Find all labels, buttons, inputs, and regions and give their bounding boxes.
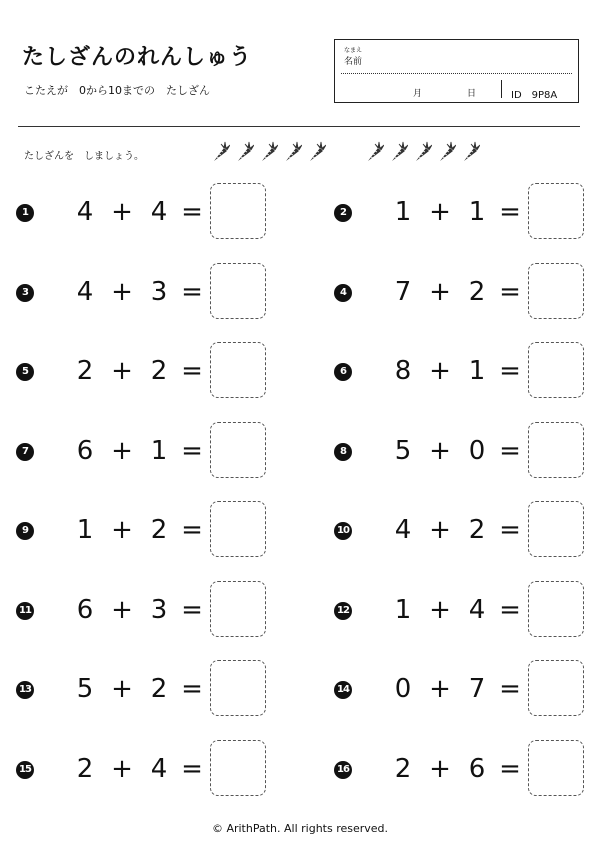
answer-box[interactable] [210,501,266,557]
problem-12 [334,581,600,639]
addend-a: 4 [394,515,412,545]
carrot-icon [438,140,456,162]
addend-a: 2 [76,356,94,386]
addend-a: 1 [76,515,94,545]
equals-sign: = [181,435,203,466]
carrot-icon [390,140,408,162]
equals-sign: = [499,515,521,545]
equals-sign: = [181,515,203,545]
addend-a: 8 [394,356,412,386]
answer-box[interactable] [528,422,584,478]
problem-number-badge: 1 [16,204,34,222]
plus-sign: + [111,356,133,386]
worksheet-subtitle: こたえが 0から10までの たしざん [24,84,210,97]
equals-sign: = [181,276,203,307]
problem-number-badge: 4 [334,284,352,302]
copyright-footer: © ArithPath. All rights reserved. [211,822,389,835]
addend-a: 5 [394,435,412,466]
answer-box[interactable] [528,183,584,239]
answer-box[interactable] [210,581,266,637]
equals-sign: = [499,356,521,386]
addend-a: 6 [76,435,94,466]
carrot-icon [414,140,432,162]
problem-number-badge: 8 [334,443,352,461]
problem-2 [334,183,600,241]
equals-sign: = [181,356,203,386]
equals-sign: = [499,674,521,704]
answer-box[interactable] [210,263,266,319]
plus-sign: + [429,276,451,307]
namebox-divider [501,80,502,98]
carrot-icon [366,140,384,162]
plus-sign: + [111,674,133,704]
answer-box[interactable] [210,660,266,716]
problem-11 [16,581,286,639]
carrot-icon [236,140,254,162]
addend-a: 1 [394,197,412,227]
carrot-icon [212,140,230,162]
problem-10 [334,501,600,559]
addend-a: 7 [394,276,412,307]
name-box [334,39,579,103]
problem-number-badge: 7 [16,443,34,461]
problem-14 [334,660,600,718]
addend-b: 6 [468,753,486,784]
equals-sign: = [181,594,203,625]
answer-box[interactable] [210,342,266,398]
problem-number-badge: 2 [334,204,352,222]
problem-4 [334,263,600,321]
carrot-icon [308,140,326,162]
answer-box[interactable] [210,183,266,239]
problem-number-badge: 3 [16,284,34,302]
addend-a: 2 [394,753,412,784]
addend-b: 4 [468,594,486,625]
addend-a: 5 [76,674,94,704]
equals-sign: = [499,753,521,784]
carrot-row-left [212,140,326,162]
addend-b: 2 [468,515,486,545]
addend-a: 4 [76,197,94,227]
addend-b: 0 [468,435,486,466]
carrot-icon [284,140,302,162]
name-dotted-line [341,73,572,74]
addend-b: 2 [150,674,168,704]
addend-b: 2 [150,515,168,545]
equals-sign: = [499,435,521,466]
plus-sign: + [429,753,451,784]
problem-number-badge: 14 [334,681,352,699]
problem-13 [16,660,286,718]
plus-sign: + [429,356,451,386]
carrot-icon [260,140,278,162]
problem-number-badge: 13 [16,681,34,699]
carrot-row-right [366,140,480,162]
equals-sign: = [181,674,203,704]
problem-8 [334,422,600,480]
problem-number-badge: 9 [16,522,34,540]
equals-sign: = [499,197,521,227]
equals-sign: = [181,197,203,227]
equals-sign: = [499,594,521,625]
addend-a: 2 [76,753,94,784]
problem-9 [16,501,286,559]
addend-a: 4 [76,276,94,307]
plus-sign: + [111,435,133,466]
carrot-icon [462,140,480,162]
month-label: 月 [413,89,423,99]
name-label: 名前 [344,57,363,67]
problem-7 [16,422,286,480]
plus-sign: + [429,594,451,625]
answer-box[interactable] [528,740,584,796]
day-label: 日 [467,89,477,99]
problem-3 [16,263,286,321]
addend-a: 1 [394,594,412,625]
plus-sign: + [111,197,133,227]
addend-b: 2 [150,356,168,386]
answer-box[interactable] [528,660,584,716]
problem-number-badge: 15 [16,761,34,779]
addend-b: 1 [468,197,486,227]
answer-box[interactable] [528,342,584,398]
plus-sign: + [429,435,451,466]
plus-sign: + [111,594,133,625]
worksheet-title: たしざんのれんしゅう [22,45,253,70]
problem-5 [16,342,286,400]
problem-number-badge: 10 [334,522,352,540]
addend-b: 3 [150,276,168,307]
plus-sign: + [429,197,451,227]
answer-box[interactable] [528,581,584,637]
problem-number-badge: 12 [334,602,352,620]
addend-b: 4 [150,197,168,227]
name-ruby: なまえ [344,47,363,54]
plus-sign: + [111,753,133,784]
addend-b: 2 [468,276,486,307]
header-divider [18,126,580,127]
answer-box[interactable] [528,501,584,557]
addend-b: 4 [150,753,168,784]
answer-box[interactable] [210,740,266,796]
problem-number-badge: 11 [16,602,34,620]
problem-number-badge: 16 [334,761,352,779]
addend-b: 3 [150,594,168,625]
equals-sign: = [499,276,521,307]
worksheet-id: ID 9P8A [511,90,558,101]
problem-6 [334,342,600,400]
instruction-text: たしざんを しましょう。 [24,151,144,162]
plus-sign: + [111,276,133,307]
addend-a: 0 [394,674,412,704]
addend-b: 1 [468,356,486,386]
equals-sign: = [181,753,203,784]
problem-number-badge: 6 [334,363,352,381]
addend-b: 7 [468,674,486,704]
problem-16 [334,740,600,798]
addend-b: 1 [150,435,168,466]
problem-1 [16,183,286,241]
answer-box[interactable] [210,422,266,478]
problem-15 [16,740,286,798]
plus-sign: + [429,674,451,704]
problem-number-badge: 5 [16,363,34,381]
addend-a: 6 [76,594,94,625]
answer-box[interactable] [528,263,584,319]
plus-sign: + [111,515,133,545]
plus-sign: + [429,515,451,545]
